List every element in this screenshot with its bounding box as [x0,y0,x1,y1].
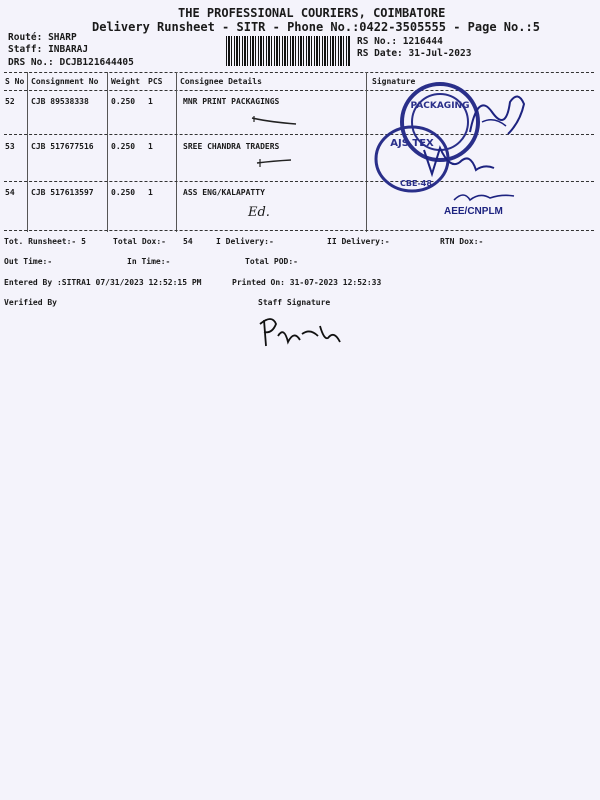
rs-date-label: RS Date: [357,48,403,59]
row-consignee: ASS ENG/KALAPATTY [183,188,265,197]
total-pod-label: Total POD:- [245,257,298,266]
total-dox-value: 54 [183,237,193,246]
route-label: Routé: [8,32,43,43]
barcode [226,36,350,66]
stamp-code: CBE-48 [400,179,432,188]
row-consignment: CJB 517677516 [31,142,94,151]
row-sno: 53 [5,142,15,151]
row-weight: 0.250 [111,188,136,197]
row-consignment: CJB 89538338 [31,97,89,106]
company-title: THE PROFESSIONAL COURIERS, COIMBATORE [178,6,446,20]
rs-no-info [357,36,443,47]
staff-info [8,44,88,55]
route-info [8,32,77,43]
rs-no-label: RS No.: [357,36,398,47]
entered-by: Entered By :SITRA1 07/31/2023 12:52:15 PM [4,278,202,287]
row-consignment: CJB 517613597 [31,188,94,197]
row-consignee: MNR PRINT PACKAGINGS [183,97,280,106]
i-delivery-label: I Delivery:- [216,237,274,246]
col-header-weight: Weight [111,77,140,86]
printed-on: Printed On: 31-07-2023 12:52:33 [232,278,382,287]
route-value: SHARP [48,32,77,43]
rs-no-value: 1216444 [402,36,443,47]
staff-value: INBARAJ [48,44,89,55]
staff-signature-scribble [258,312,348,352]
drs-info [8,57,134,68]
handwritten-mark [250,112,300,132]
handwritten-mark [255,155,295,171]
handwritten-ed: Ed. [248,205,270,220]
row-separator [4,181,594,182]
ii-delivery-label: II Delivery:- [327,237,390,246]
tot-runsheet: Tot. Runsheet:- 5 [4,237,86,246]
stamp-text: PACKAGING [410,101,470,111]
out-time-label: Out Time:- [4,257,53,266]
runsheet-title: Delivery Runsheet - SITR - Phone No.:0422-3505555 - Page No.:5 [92,20,540,34]
drs-label: DRS No.: [8,57,54,68]
row-pcs: 1 [148,142,153,151]
col-header-consignee: Consignee Details [180,77,262,86]
column-divider [366,72,367,232]
staff-label: Staff: [8,44,43,55]
row-pcs: 1 [148,188,153,197]
col-header-sno: S No [5,77,25,86]
row-sno: 52 [5,97,15,106]
row-weight: 0.250 [111,97,136,106]
stamp-text: AJS TEX [390,138,434,149]
total-dox-label: Total Dox:- [113,237,166,246]
col-header-signature: Signature [372,77,416,86]
drs-value: DCJB121644405 [59,57,134,68]
row-pcs: 1 [148,97,153,106]
signature-scribble [420,140,500,185]
row-weight: 0.250 [111,142,136,151]
table-bottom-rule [4,230,594,231]
staff-signature-label: Staff Signature [258,298,331,307]
row-sno: 54 [5,188,15,197]
col-header-pcs: PCS [148,77,163,86]
in-time-label: In Time:- [127,257,171,266]
column-divider [27,72,28,232]
col-header-consignment: Consignment No [31,77,99,86]
column-divider [107,72,108,232]
column-divider [176,72,177,232]
table-top-rule [4,72,594,73]
verified-by-label: Verified By [4,298,57,307]
signature-scribble [462,82,532,147]
row-consignee: SREE CHANDRA TRADERS [183,142,280,151]
rtn-dox-label: RTN Dox:- [440,237,484,246]
aee-stamp-text: AEE/CNPLM [444,206,503,217]
rs-date-info [357,48,471,59]
signature-scribble [450,188,520,208]
rs-date-value: 31-Jul-2023 [408,48,472,59]
